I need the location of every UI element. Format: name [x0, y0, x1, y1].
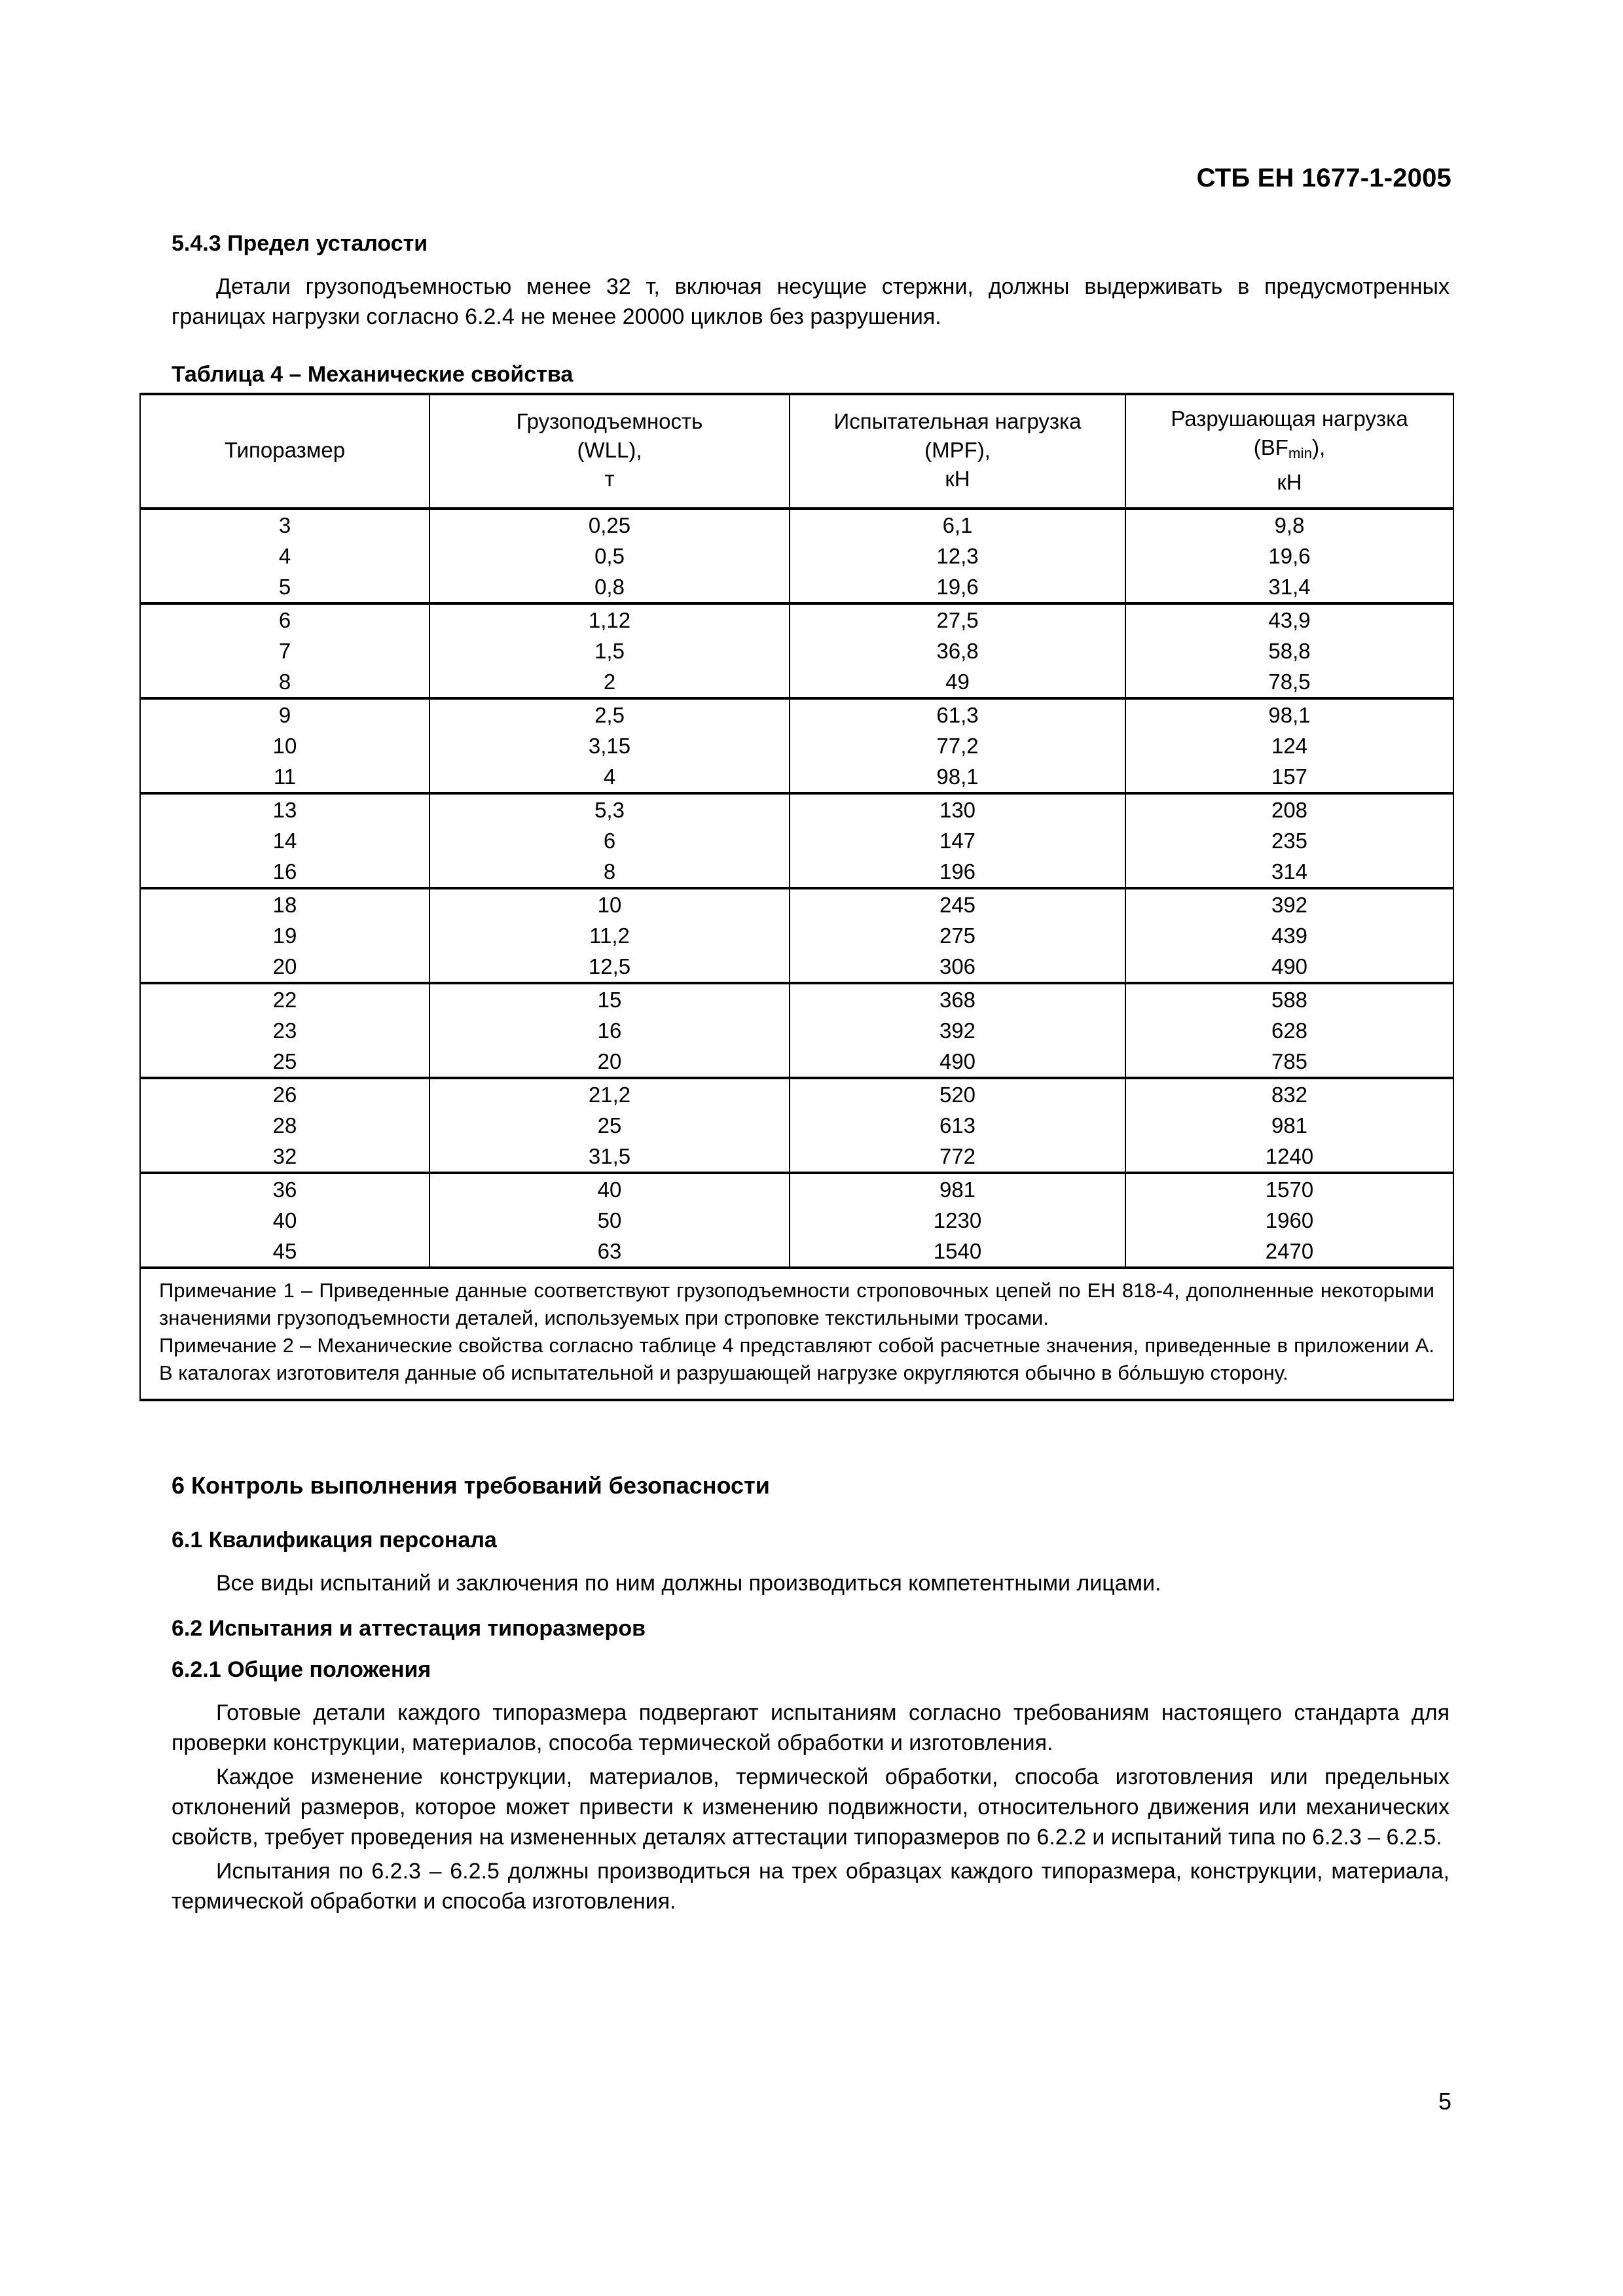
- cell-mpf: 6,1: [790, 509, 1125, 541]
- cell-typesize: 45: [140, 1236, 429, 1268]
- bf-suffix: ),: [1312, 435, 1326, 459]
- table-row: [140, 603, 1453, 636]
- cell-wll: 11,2: [429, 920, 790, 951]
- cell-typesize: 32: [140, 1141, 429, 1173]
- cell-bf: 785: [1125, 1046, 1453, 1078]
- table-row: [140, 920, 1453, 951]
- cell-wll: 1,5: [429, 636, 790, 666]
- cell-wll: 2,5: [429, 698, 790, 730]
- cell-mpf: 306: [790, 951, 1125, 983]
- cell-bf: 58,8: [1125, 636, 1453, 666]
- table-row: [140, 856, 1453, 888]
- bf-prefix: (BF: [1253, 435, 1288, 459]
- cell-typesize: 4: [140, 541, 429, 571]
- cell-typesize: 6: [140, 603, 429, 636]
- cell-bf: 1570: [1125, 1173, 1453, 1205]
- cell-typesize: 18: [140, 888, 429, 920]
- cell-wll: 63: [429, 1236, 790, 1268]
- table-row: [140, 951, 1453, 983]
- cell-wll: 21,2: [429, 1078, 790, 1110]
- column-header-bf-line2: [1131, 433, 1448, 468]
- section-6-1-heading: 6.1 Квалификация персонала: [172, 1528, 497, 1553]
- cell-mpf: 772: [790, 1141, 1125, 1173]
- cell-mpf: 147: [790, 825, 1125, 856]
- cell-bf: 157: [1125, 761, 1453, 793]
- cell-typesize: 20: [140, 951, 429, 983]
- cell-mpf: 613: [790, 1110, 1125, 1141]
- column-header-bf-unit: кН: [1277, 469, 1302, 494]
- table-row: [140, 1236, 1453, 1268]
- table-mechanical-properties: [139, 393, 1454, 1401]
- cell-wll: 50: [429, 1205, 790, 1236]
- cell-mpf: 19,6: [790, 571, 1125, 603]
- table-body: [140, 509, 1453, 1268]
- cell-bf: 392: [1125, 888, 1453, 920]
- cell-wll: 10: [429, 888, 790, 920]
- cell-typesize: 7: [140, 636, 429, 666]
- table-row: [140, 698, 1453, 730]
- cell-wll: 1,12: [429, 603, 790, 636]
- table-notes-cell: [140, 1268, 1453, 1400]
- document-header-standard-ref: СТБ ЕН 1677-1-2005: [1196, 164, 1451, 192]
- cell-typesize: 14: [140, 825, 429, 856]
- table-4-wrapper: [139, 393, 1453, 1401]
- section-6-2-1-heading: 6.2.1 Общие положения: [172, 1657, 431, 1682]
- cell-mpf: 98,1: [790, 761, 1125, 793]
- cell-bf: 98,1: [1125, 698, 1453, 730]
- page-number: 5: [1438, 2088, 1451, 2115]
- spacer: [172, 1514, 1450, 1527]
- cell-wll: 5,3: [429, 793, 790, 825]
- cell-mpf: 12,3: [790, 541, 1125, 571]
- section-6-block: [172, 1471, 1450, 1920]
- cell-wll: 6: [429, 825, 790, 856]
- cell-typesize: 16: [140, 856, 429, 888]
- table-row: [140, 730, 1453, 761]
- table-row: [140, 825, 1453, 856]
- cell-wll: 8: [429, 856, 790, 888]
- cell-mpf: 981: [790, 1173, 1125, 1205]
- column-header-wll-line2: (WLL),: [577, 438, 642, 463]
- cell-wll: 16: [429, 1015, 790, 1046]
- section-5-4-3-heading: 5.4.3 Предел усталости: [172, 231, 428, 256]
- cell-wll: 12,5: [429, 951, 790, 983]
- cell-mpf: 490: [790, 1046, 1125, 1078]
- cell-wll: 4: [429, 761, 790, 793]
- table-row: [140, 1205, 1453, 1236]
- table-row: [140, 541, 1453, 571]
- table-row: [140, 509, 1453, 541]
- spacer: [172, 1602, 1450, 1615]
- column-header-typesize: [140, 394, 429, 509]
- cell-typesize: 3: [140, 509, 429, 541]
- cell-typesize: 36: [140, 1173, 429, 1205]
- cell-mpf: 36,8: [790, 636, 1125, 666]
- table-note-2: Примечание 2 – Механические свойства согласно таблице 4 представляют собой расчетные значения, приведенные в приложении А. В каталогах изготовителя данные об испытательной и разрушающей нагрузке округляются обычно в бо́льшую сторону.: [159, 1333, 1434, 1384]
- column-header-wll-line1: Грузоподъемность: [516, 409, 703, 434]
- cell-mpf: 368: [790, 983, 1125, 1015]
- cell-mpf: 77,2: [790, 730, 1125, 761]
- cell-typesize: 13: [140, 793, 429, 825]
- cell-bf: 314: [1125, 856, 1453, 888]
- table-row: [140, 1015, 1453, 1046]
- cell-wll: 31,5: [429, 1141, 790, 1173]
- table-row: [140, 1110, 1453, 1141]
- column-header-typesize-label: Типоразмер: [224, 438, 346, 463]
- cell-mpf: 1230: [790, 1205, 1125, 1236]
- table-row: [140, 666, 1453, 698]
- cell-wll: 3,15: [429, 730, 790, 761]
- cell-mpf: 392: [790, 1015, 1125, 1046]
- cell-typesize: 40: [140, 1205, 429, 1236]
- cell-mpf: 275: [790, 920, 1125, 951]
- cell-typesize: 8: [140, 666, 429, 698]
- table-row: [140, 1046, 1453, 1078]
- cell-wll: 0,5: [429, 541, 790, 571]
- cell-typesize: 19: [140, 920, 429, 951]
- cell-bf: 235: [1125, 825, 1453, 856]
- cell-mpf: 1540: [790, 1236, 1125, 1268]
- cell-typesize: 11: [140, 761, 429, 793]
- cell-bf: 31,4: [1125, 571, 1453, 603]
- cell-typesize: 22: [140, 983, 429, 1015]
- table-header: [140, 394, 1453, 509]
- table-row: [140, 793, 1453, 825]
- column-header-bf-line1: Разрушающая нагрузка: [1171, 406, 1408, 431]
- cell-mpf: 61,3: [790, 698, 1125, 730]
- cell-mpf: 196: [790, 856, 1125, 888]
- table-row: [140, 888, 1453, 920]
- cell-bf: 981: [1125, 1110, 1453, 1141]
- cell-typesize: 25: [140, 1046, 429, 1078]
- cell-typesize: 5: [140, 571, 429, 603]
- table-row: [140, 1173, 1453, 1205]
- cell-wll: 0,25: [429, 509, 790, 541]
- table-notes-row: [140, 1268, 1453, 1400]
- cell-bf: 19,6: [1125, 541, 1453, 571]
- cell-bf: 628: [1125, 1015, 1453, 1046]
- section-5-4-3-paragraph: Детали грузоподъемностью менее 32 т, включая несущие стержни, должны выдерживать в предусмотренных границах нагрузки согласно 6.2.4 не менее 20000 циклов без разрушения.: [172, 274, 1450, 329]
- table-header-row: [140, 394, 1453, 509]
- table-note-1: Примечание 1 – Приведенные данные соответствуют грузоподъемности строповочных цепей по ЕН 818-4, дополненные некоторыми значениями грузоподъемности деталей, используемых при строповке текстильными тросами.: [159, 1278, 1434, 1329]
- column-header-wll: [429, 394, 790, 509]
- cell-wll: 2: [429, 666, 790, 698]
- cell-mpf: 130: [790, 793, 1125, 825]
- section-6-2-1-paragraph-2: Каждое изменение конструкции, материалов, термической обработки, способа изготовления или предельных отклонений размеров, которое может привести к изменению подвижности, относительного движения или механических свойств, требует проведения на измененных деталях аттестации типоразмеров по 6.2.2 и испытаний типа по 6.2.3 – 6.2.5.: [172, 1764, 1450, 1850]
- section-6-2-heading: 6.2 Испытания и аттестация типоразмеров: [172, 1615, 646, 1641]
- spacer: [172, 336, 1450, 362]
- cell-bf: 124: [1125, 730, 1453, 761]
- bf-subscript: min: [1288, 444, 1313, 461]
- column-header-bf: [1125, 394, 1453, 509]
- cell-typesize: 28: [140, 1110, 429, 1141]
- cell-bf: 78,5: [1125, 666, 1453, 698]
- table-row: [140, 636, 1453, 666]
- cell-wll: 40: [429, 1173, 790, 1205]
- cell-wll: 25: [429, 1110, 790, 1141]
- cell-bf: 1960: [1125, 1205, 1453, 1236]
- section-6-2-1-paragraph-3: Испытания по 6.2.3 – 6.2.5 должны производиться на трех образцах каждого типоразмера, конструкции, материала, термической обработки и способа изготовления.: [172, 1858, 1450, 1914]
- cell-bf: 588: [1125, 983, 1453, 1015]
- cell-bf: 832: [1125, 1078, 1453, 1110]
- cell-bf: 9,8: [1125, 509, 1453, 541]
- column-header-mpf: [790, 394, 1125, 509]
- section-6-heading: 6 Контроль выполнения требований безопасности: [172, 1472, 770, 1499]
- column-header-mpf-unit: кН: [945, 467, 970, 492]
- table-row: [140, 571, 1453, 603]
- cell-wll: 0,8: [429, 571, 790, 603]
- cell-mpf: 49: [790, 666, 1125, 698]
- table-row: [140, 761, 1453, 793]
- cell-bf: 1240: [1125, 1141, 1453, 1173]
- cell-typesize: 23: [140, 1015, 429, 1046]
- cell-typesize: 9: [140, 698, 429, 730]
- table-footer-notes: [140, 1268, 1453, 1400]
- cell-bf: 208: [1125, 793, 1453, 825]
- section-5-4-3-block: [172, 230, 1450, 397]
- cell-mpf: 520: [790, 1078, 1125, 1110]
- table-row: [140, 1141, 1453, 1173]
- table-row: [140, 1078, 1453, 1110]
- cell-typesize: 26: [140, 1078, 429, 1110]
- table-4-caption: Таблица 4 – Механические свойства: [172, 361, 574, 387]
- cell-bf: 490: [1125, 951, 1453, 983]
- cell-typesize: 10: [140, 730, 429, 761]
- cell-wll: 20: [429, 1046, 790, 1078]
- section-6-1-paragraph: Все виды испытаний и заключения по ним должны производиться компетентными лицами.: [216, 1570, 1161, 1596]
- cell-wll: 15: [429, 983, 790, 1015]
- cell-mpf: 245: [790, 888, 1125, 920]
- column-header-mpf-line2: (MPF),: [924, 438, 991, 463]
- table-row: [140, 983, 1453, 1015]
- cell-bf: 439: [1125, 920, 1453, 951]
- column-header-wll-unit: т: [604, 467, 615, 492]
- column-header-mpf-line1: Испытательная нагрузка: [833, 409, 1082, 434]
- cell-mpf: 27,5: [790, 603, 1125, 636]
- section-6-2-1-paragraph-1: Готовые детали каждого типоразмера подвергают испытаниям согласно требованиям настоящего стандарта для проверки конструкции, материалов, способа термической обработки и изготовления.: [172, 1700, 1450, 1755]
- cell-bf: 43,9: [1125, 603, 1453, 636]
- cell-bf: 2470: [1125, 1236, 1453, 1268]
